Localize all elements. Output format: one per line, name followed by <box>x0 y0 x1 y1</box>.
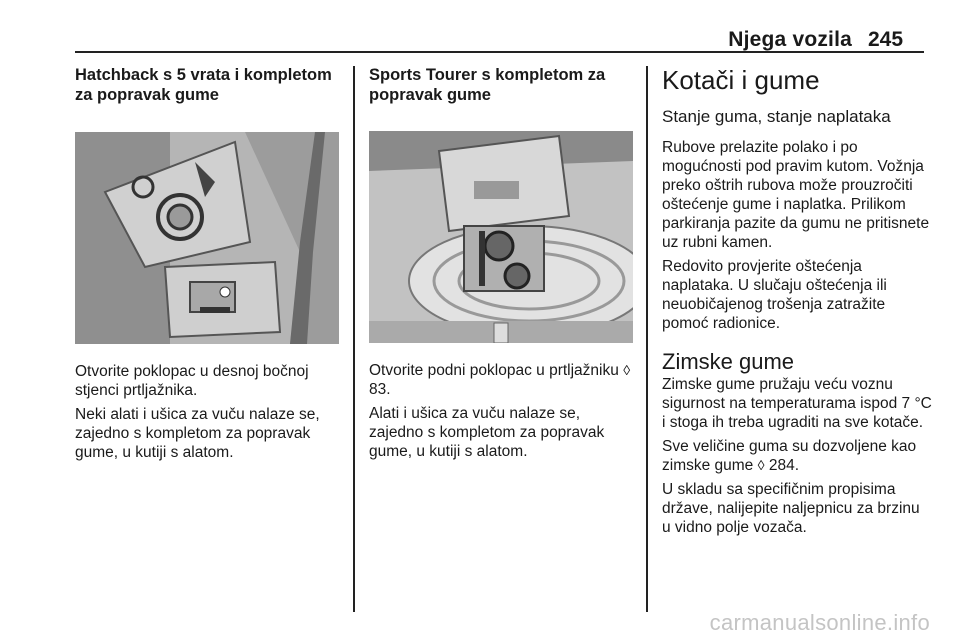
page-ref-arrow-icon: ◊ <box>623 362 631 378</box>
page-number: 245 <box>868 28 904 51</box>
column-divider-left <box>353 66 355 612</box>
tyre-condition-heading: Stanje guma, stanje naplataka <box>662 107 891 126</box>
wheels-tyres-heading: Kotači i gume <box>662 65 820 95</box>
column-wheels-tyres <box>662 65 932 542</box>
watermark: carmanualsonline.info <box>709 610 930 635</box>
hatchback-para-2: Neki alati i ušica za vuču nalaze se, zajedno s kompletom za popravak gume, u kutiji s alatom. <box>75 406 320 461</box>
sports-tourer-para-1 <box>369 361 633 399</box>
winter-tyres-heading: Zimske gume <box>662 349 795 374</box>
sports-tourer-para-2: Alati i ušica za vuču nalaze se, zajedno s kompletom za popravak gume, u kutiji s alatom. <box>369 405 605 460</box>
column-sports-tourer <box>369 65 633 466</box>
winter-tyres-para-2-ref[interactable]: 284. <box>768 457 800 474</box>
winter-tyres-para-2 <box>662 437 932 475</box>
column-hatchback <box>75 65 343 467</box>
winter-tyres-para-1: Zimske gume pružaju veću voznu sigurnost na temperaturama ispod 7 °C i stoga ih treba ugraditi na sve kotače. <box>662 376 932 431</box>
sports-tourer-para-1-ref[interactable]: 83. <box>369 381 391 398</box>
hatchback-heading: Hatchback s 5 vrata i kompletom za popravak gume <box>75 66 332 104</box>
hatchback-trunk-photo <box>75 132 339 344</box>
sports-tourer-para-1-text: Otvorite podni poklopac u prtljažniku <box>369 362 619 379</box>
winter-tyres-para-3: U skladu sa specifičnim propisima države, nalijepite naljepnicu za brzinu u vidno polje vozača. <box>662 481 920 536</box>
winter-tyres-para-2-text: Sve veličine guma su dozvoljene kao zimske gume <box>662 438 917 474</box>
hatchback-para-1: Otvorite poklopac u desnoj bočnoj stjenci prtljažnika. <box>75 363 309 399</box>
page-ref-arrow-icon: ◊ <box>757 457 765 473</box>
tyre-condition-para-2: Redovito provjerite oštećenja naplataka. U slučaju oštećenja ili neuobičajenog trošenja zatražite pomoć radionice. <box>662 258 887 332</box>
header-title: Njega vozila <box>728 28 852 51</box>
tyre-condition-para-1: Rubove prelazite polako i po mogućnosti pod pravim kutom. Vožnja preko oštrih rubova može prouzročiti oštećenje gume i naplatka. Prilikom parkiranja pazite da gumu ne pritisnete uz rubni kamen. <box>662 139 930 251</box>
sports-tourer-heading: Sports Tourer s kompletom za popravak gume <box>369 66 606 104</box>
header-rule <box>75 51 924 53</box>
column-divider-right <box>646 66 648 612</box>
sports-tourer-trunk-photo <box>369 131 633 343</box>
